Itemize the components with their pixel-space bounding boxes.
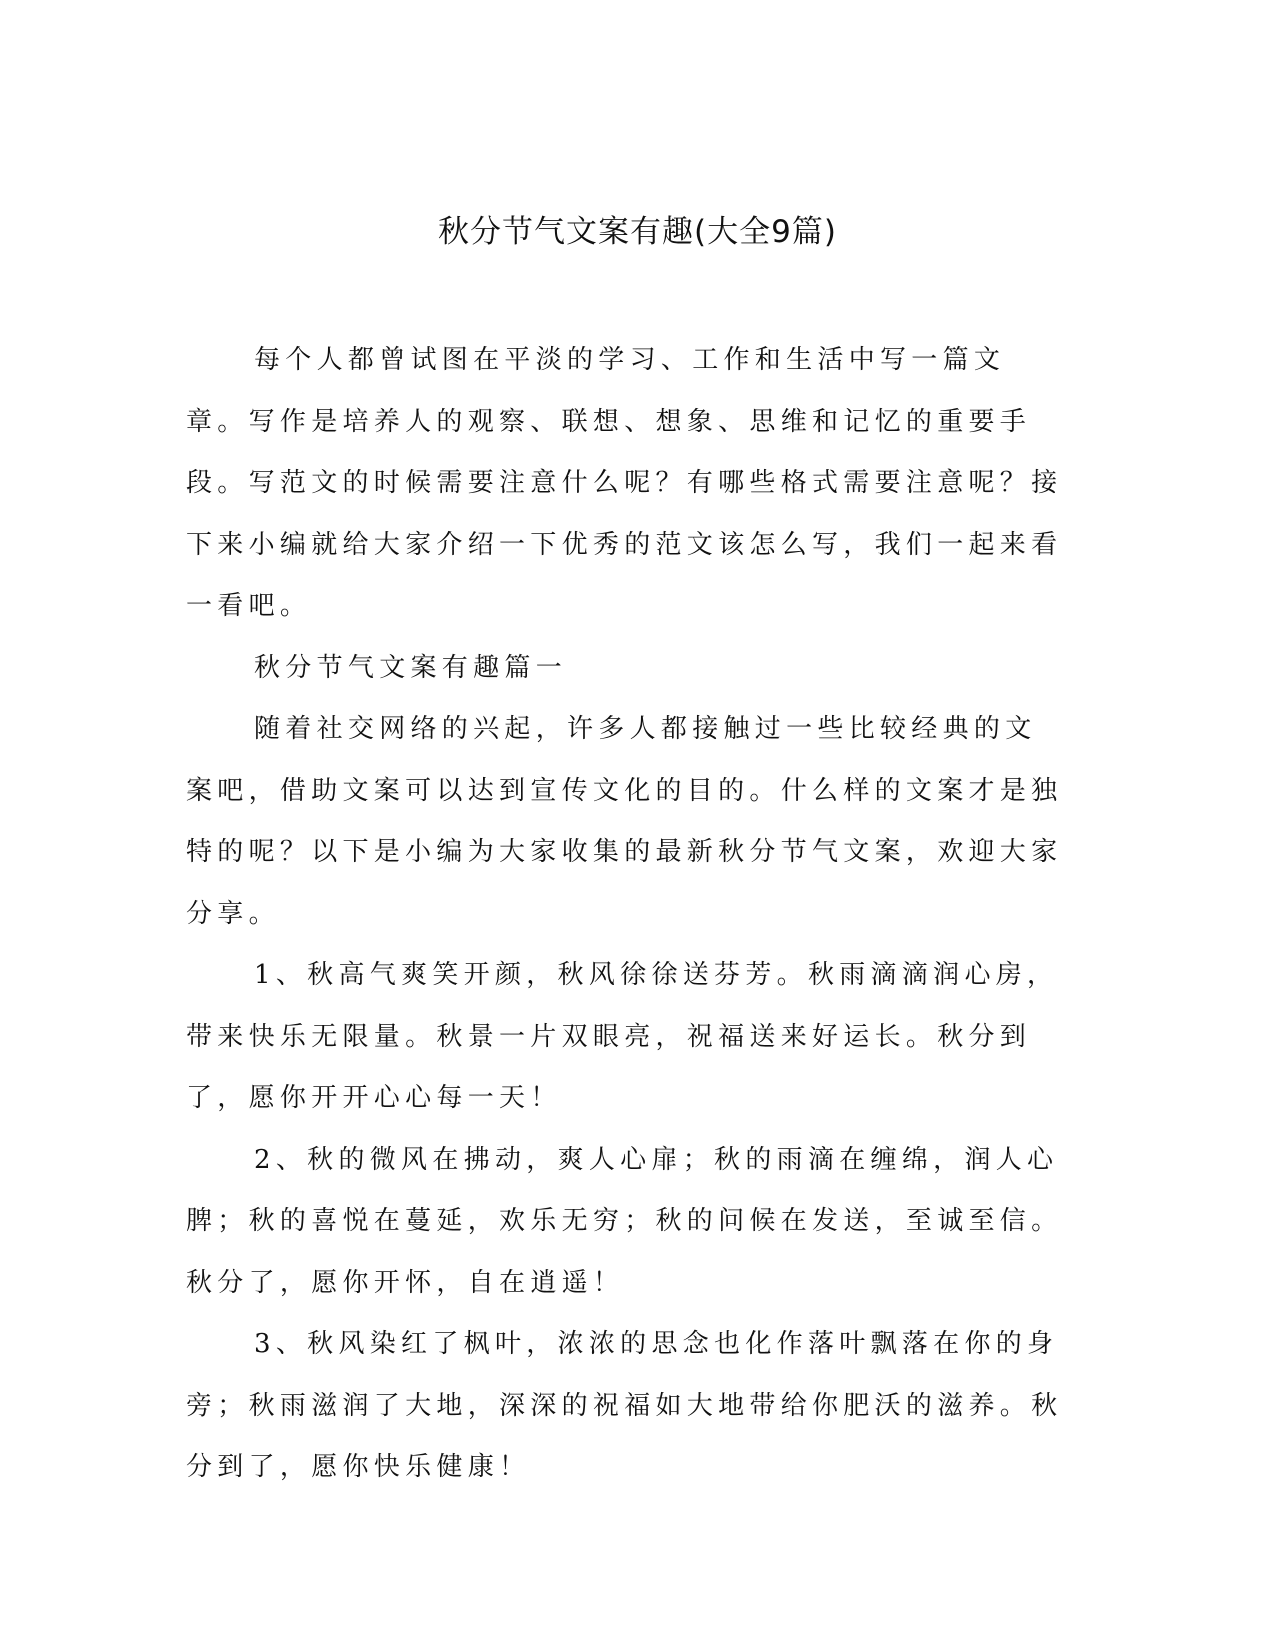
document-title: 秋分节气文案有趣(大全9篇) bbox=[438, 214, 837, 250]
section-heading: 秋分节气文案有趣篇一 bbox=[254, 652, 568, 683]
list-item-1: 1、秋高气爽笑开颜，秋风徐徐送芬芳。秋雨滴滴润心房，带来快乐无限量。秋景一片双眼亮，祝福送来好运长。秋分到了，愿你开开心心每一天！ bbox=[186, 960, 1059, 1113]
section-intro-paragraph: 随着社交网络的兴起，许多人都接触过一些比较经典的文案吧，借助文案可以达到宣传文化的目的。什么样的文案才是独特的呢？以下是小编为大家收集的最新秋分节气文案，欢迎大家分享。 bbox=[186, 714, 1063, 929]
list-item-3: 3、秋风染红了枫叶，浓浓的思念也化作落叶飘落在你的身旁；秋雨滋润了大地，深深的祝福如大地带给你肥沃的滋养。秋分到了，愿你快乐健康！ bbox=[186, 1329, 1063, 1482]
list-item-2: 2、秋的微风在拂动，爽人心扉；秋的雨滴在缠绵，润人心脾；秋的喜悦在蔓延，欢乐无穷；秋的问候在发送，至诚至信。秋分了，愿你开怀，自在逍遥！ bbox=[186, 1144, 1063, 1298]
document-body bbox=[186, 330, 1066, 1499]
intro-paragraph: 每个人都曾试图在平淡的学习、工作和生活中写一篇文章。写作是培养人的观察、联想、想象、思维和记忆的重要手段。写范文的时候需要注意什么呢？有哪些格式需要注意呢？接下来小编就给大家介绍一下优秀的范文该怎么写，我们一起来看一看吧。 bbox=[186, 345, 1063, 621]
